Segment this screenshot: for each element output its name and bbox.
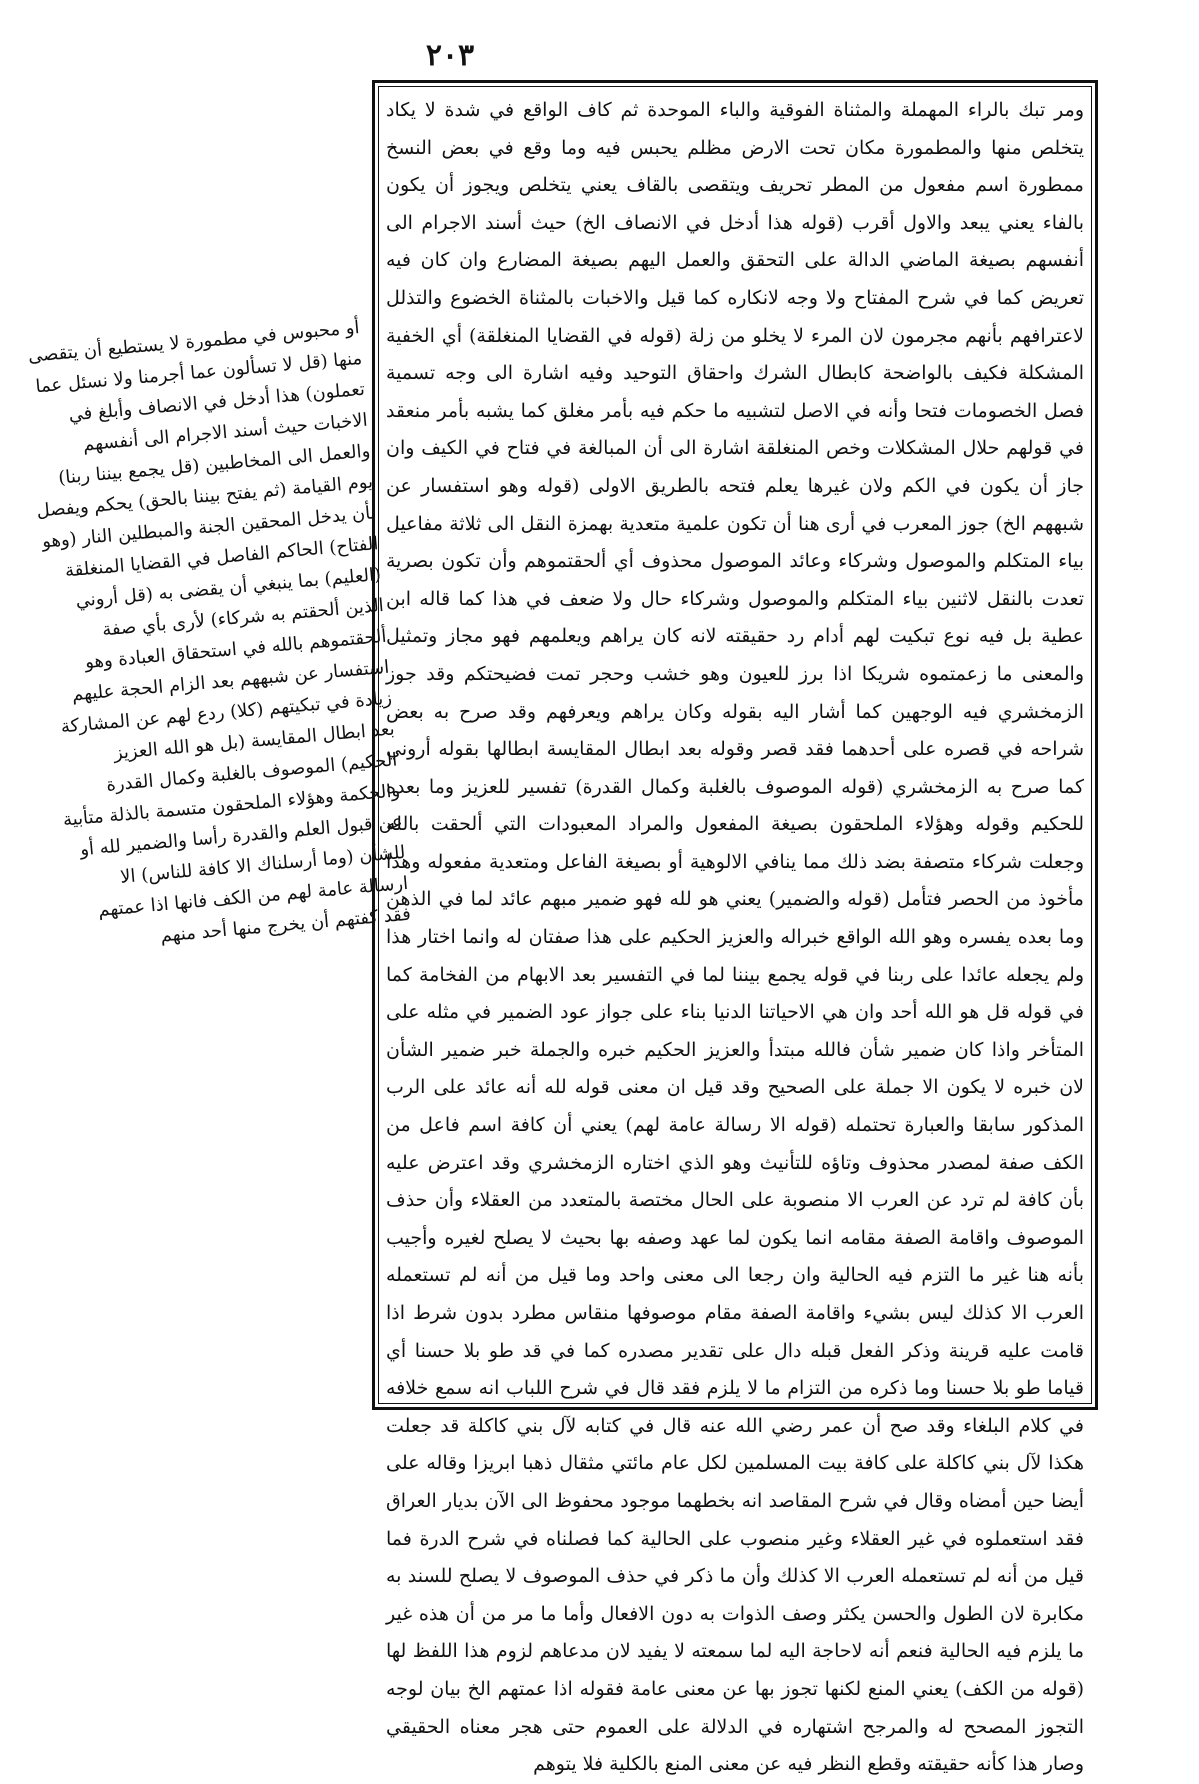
page-number: ٢٠٣: [425, 38, 475, 73]
main-commentary: [386, 92, 1084, 1784]
margin-note-text: أو محبوس في مطمورة لا يستطيع أن يتقصى منها (قل لا تسألون عما أجرمنا ولا نسئل عما تعملون) هذا أدخل في الانصاف وأبلغ في الاخبات حيث أسند الاجرام الى أنفسهم والعمل الى المخاطبين (قل يجمع بيننا ربنا) يوم القيامة (ثم يفتح بيننا بالحق) يحكم ويفصل بأن يدخل المحقين الجنة والمبطلين النار (وهو الفتاح) الحاكم الفاصل في القضايا المنغلقة (العليم) بما ينبغي أن يقضى به (قل أروني الذين ألحقتم به شركاء) لأرى بأي صفة ألحقتموهم بالله في استحقاق العبادة وهو استفسار عن شبههم بعد الزام الحجة عليهم زيادة في تبكيتهم (كلا) ردع لهم عن المشاركة بعد ابطال المقايسة (بل هو الله العزيز الحكيم) الموصوف بالغلبة وكمال القدرة والحكمة وهؤلاء الملحقون متسمة بالذلة متأبية عن قبول العلم والقدرة رأسا والضمير لله أو للشأن (وما أرسلناك الا كافة للناس) الا ارسالة عامة لهم من الكف فانها اذا عمتهم فقد كفتهم أن يخرج منها أحد منهم: [27, 316, 412, 947]
commentary-text: ومر تبك بالراء المهملة والمثناة الفوقية والباء الموحدة ثم كاف الواقع في شدة لا يكاد يتخلص منها والمطمورة مكان تحت الارض مظلم يحبس فيه وما وقع في بعض النسخ ممطورة اسم مفعول من المطر تحريف ويتقصى بالقاف يعني يتخلص ويجوز أن يكون بالفاء يعني يبعد والاول أقرب (قوله هذا أدخل في الانصاف الخ) حيث أسند الاجرام الى أنفسهم بصيغة الماضي الدالة على التحقق والعمل اليهم بصيغة المضارع وان كان فيه تعريض كما في شرح المفتاح ولا وجه لانكاره كما قيل والاخبات بالمثناة الخضوع والتذلل لاعترافهم بأنهم مجرمون لان المرء لا يخلو من زلة (قوله في القضايا المنغلقة) أي الخفية المشكلة فكيف بالواضحة كابطال الشرك واحقاق التوحيد وفيه اشارة الى وجه تسمية فصل الخصومات فتحا وأنه في الاصل لتشبيه ما حكم فيه بأمر مغلق كما يشبه بأمر منعقد في قولهم حلال المشكلات وخص المنغلقة اشارة الى أن المبالغة في فتاح في الكيف وان جاز أن يكون في الكم ولان غيرها يعلم فتحه بالطريق الاولى (قوله وهو استفسار عن شبههم الخ) جوز المعرب في أرى هنا أن تكون علمية متعدية بهمزة النقل الى ثلاثة مفاعيل بياء المتكلم والموصول وشركاء وعائد الموصول محذوف أي ألحقتموهم وأن تكون بصرية تعدت بالنقل لاثنين بياء المتكلم والموصول وشركاء حال ولا ضعف في هذا كما قاله ابن عطية بل فيه نوع تبكيت لهم أدام رد حقيقته لانه كان يراهم ويعلمهم فهو مجاز وتمثيل والمعنى ما زعمتموه شريكا اذا برز للعيون وهو خشب وحجر تمت فضيحتكم وقد جوز الزمخشري فيه الوجهين كما أشار اليه بقوله وكان يراهم ويعرفهم وقد صرح به بعض شراحه في قصره على أحدهما فقد قصر وقوله بعد ابطال المقايسة ابطالها بقوله أروني كما صرح به الزمخشري (قوله الموصوف بالغلبة وكمال القدرة) تفسير للعزيز وما بعده للحكيم وقوله وهؤلاء الملحقون بصيغة المفعول والمراد المعبودات التي ألحقت بالله وجعلت شركاء متصفة بضد ذلك مما ينافي الالوهية أو بصيغة الفاعل ومتعدية مفعوله وهذا مأخوذ من الحصر فتأمل (قوله والضمير) يعني هو لله فهو ضمير مبهم عائد لما في الذهن وما بعده يفسره وهو الله الواقع خبراله والعزيز الحكيم على هذا صفتان له وانما اختار هذا ولم يجعله عائدا على ربنا في قوله يجمع بيننا لما في التفسير بعد الابهام من الفخامة كما في قوله قل هو الله أحد وان هي الاحياتنا الدنيا بناء على جواز عود الضمير في مثله على المتأخر واذا كان ضمير شأن فالله مبتدأ والعزيز الحكيم خبره والجملة خبر ضمير الشأن لان خبره لا يكون الا جملة على الصحيح وقد قيل ان معنى قوله لله أنه عائد على الرب المذكور سابقا والعبارة تحتمله (قوله الا رسالة عامة لهم) يعني أن كافة اسم فاعل من الكف صفة لمصدر محذوف وتاؤه للتأنيث وهو الذي اختاره الزمخشري وقد اعترض عليه بأن كافة لم ترد عن العرب الا منصوبة على الحال مختصة بالمتعدد من العقلاء وأن حذف الموصوف واقامة الصفة مقامه انما يكون لما عهد وصفه بها بحيث لا يصلح لغيره وأجيب بأنه هنا غير ما التزم فيه الحالية وان رجعا الى معنى واحد وما قيل من أنه لم تستعمله العرب الا كذلك ليس بشيء واقامة الصفة مقام موصوفها منقاس مطرد بدون شرط اذا قامت عليه قرينة وذكر الفعل قبله دال على تقدير مصدره كما في قد طو بلا حسنا أي قياما طو بلا حسنا وما ذكره من التزام ما لا يلزم فقد قال في شرح اللباب انه سمع خلافه في كلام البلغاء وقد صح أن عمر رضي الله عنه قال في كتابه لآل بني كاكلة قد جعلت هكذا لآل بني كاكلة على كافة بيت المسلمين لكل عام مائتي مثقال ذهبا ابريزا وقاله على أيضا حين أمضاه وقال في شرح المقاصد انه بخطهما موجود محفوظ الى الآن بديار العراق فقد استعملوه في غير العقلاء وغير منصوب على الحالية كما فصلناه في شرح الدرة فما قيل من أنه لم تستعمله العرب الا كذلك وأن ما ذكر في حذف الموصوف لا يصلح للسند به مكابرة لان الطول والحسن يكثر وصف الذوات به دون الافعال وأما ما مر من أن هذه غير ما يلزم فيه الحالية فنعم أنه لاحاجة اليه لما سمعته لا يفيد لان مدعاهم لزوم هذا اللفظ لها (قوله من الكف) يعني المنع لكنها تجوز بها عن معنى عامة فقوله اذا عمتهم الخ بيان لوجه التجوز المصحح له والمرجح اشتهاره في الدلالة على العموم حتى هجر معناه الحقيقي وصار هذا كأنه حقيقته وقطع النظر فيه عن معنى المنع بالكلية فلا يتوهم: [386, 99, 1084, 1776]
margin-notes: [19, 312, 412, 959]
